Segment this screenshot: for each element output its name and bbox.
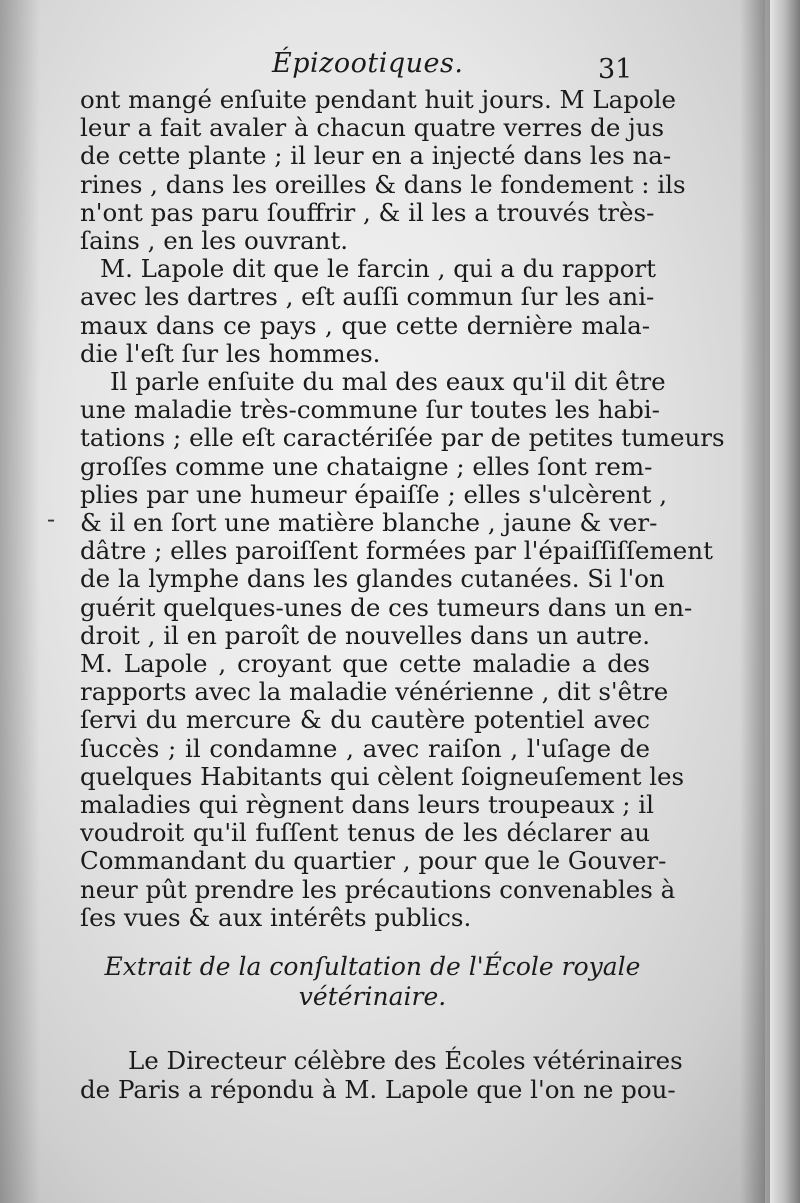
text-line: plies par une humeur épaiſſe ; elles s'ulcèrent , <box>80 479 668 509</box>
text-line: & il en ſort une matière blanche , jaune & ver- <box>80 508 658 538</box>
text-line: de cette plante ; il leur en a injecté dans les na- <box>80 141 672 171</box>
text-line: ſuccès ; il condamne , avec raiſon , l'uſage de <box>80 733 650 763</box>
text-line: avec les dartres , eſt auſſi commun ſur les ani- <box>80 282 655 312</box>
text-line: de Paris a répondu à M. Lapole que l'on ne pou- <box>80 1075 676 1104</box>
text-line: ſains , en les ouvrant. <box>80 226 349 256</box>
margin-mark: - <box>47 505 56 533</box>
text-line: neur pût prendre les précautions convenables à <box>80 874 676 904</box>
text-line: dâtre ; elles paroiſſent formées par l'épaiſſiſſement <box>80 536 713 566</box>
section-heading <box>80 952 665 1012</box>
text-line: rapports avec la maladie vénérienne , dit s'être <box>80 677 669 707</box>
heading-line: vétérinaire. <box>298 982 447 1011</box>
text-line: voudroit qu'il fuſſent tenus de les déclarer au <box>80 818 650 848</box>
text-line: M. Lapole , croyant que cette maladie a des <box>80 649 650 679</box>
text-line: ont mangé enſuite pendant huit jours. M Lapole <box>80 85 677 114</box>
text-line: quelques Habitants qui cèlent ſoigneuſement les <box>80 761 685 791</box>
text-line: ſervi du mercure & du cautère potentiel avec <box>80 705 650 735</box>
text-line: Commandant du quartier , pour que le Gouver- <box>80 846 667 876</box>
running-head: Épizootiques. <box>272 48 464 79</box>
text-line: die l'eſt ſur les hommes. <box>80 338 381 368</box>
text-line: Le Directeur célèbre des Écoles vétérinaires <box>128 1046 683 1075</box>
body-text <box>80 85 725 932</box>
page-number: 31 <box>598 54 633 85</box>
gutter-shadow <box>0 0 40 1203</box>
heading-line: Extrait de la conſultation de l'École royale <box>104 952 641 981</box>
text-line: M. Lapole dit que le farcin , qui a du rapport <box>100 254 656 284</box>
text-line: tations ; elle eſt caractériſée par de petites tumeurs <box>80 423 725 453</box>
text-line: guérit quelques-unes de ces tumeurs dans un en- <box>80 592 693 622</box>
text-line: n'ont pas paru ſouffrir , & il les a trouvés très- <box>80 197 655 227</box>
text-line: de la lymphe dans les glandes cutanées. Si l'on <box>80 564 665 594</box>
text-line: droit , il en paroît de nouvelles dans un autre. <box>80 620 651 650</box>
closing-paragraph <box>80 1046 683 1104</box>
text-line: groſſes comme une chataigne ; elles ſont rem- <box>80 451 653 481</box>
text-line: une maladie très-commune ſur toutes les habi- <box>80 395 660 425</box>
text-line: rines , dans les oreilles & dans le fondement : ils <box>80 169 686 199</box>
page-fold-shadow <box>740 0 770 1203</box>
text-line: maladies qui règnent dans leurs troupeaux ; il <box>80 790 654 820</box>
text-line: Il parle enſuite du mal des eaux qu'il dit être <box>110 367 666 397</box>
text-line: leur a fait avaler à chacun quatre verres de jus <box>80 113 665 143</box>
text-line: maux dans ce pays , que cette dernière mala- <box>80 310 650 340</box>
text-line: ſes vues & aux intérêts publics. <box>80 902 472 932</box>
